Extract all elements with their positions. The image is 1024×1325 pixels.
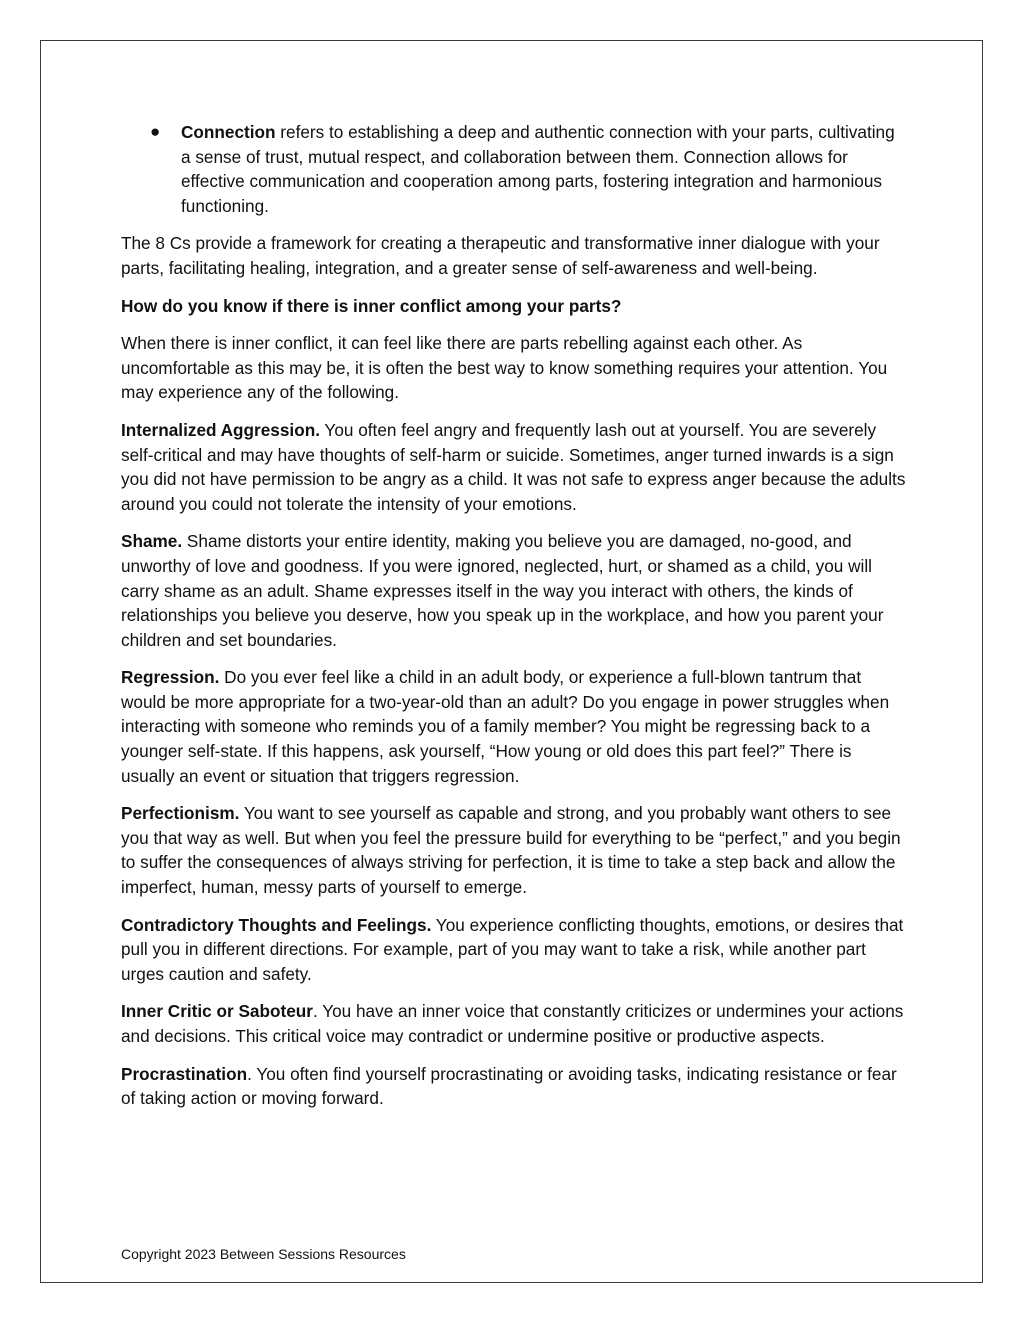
bullet-list	[121, 120, 906, 218]
sign-text: You often feel angry and frequently lash out at yourself. You are severely self-critical and may have thoughts of self-harm or suicide. Sometimes, anger turned inwards is a sign you did not have permission to be angry as a child. It was not safe to express anger because the adults around you could not tolerate the intensity of your emotions.	[121, 419, 906, 514]
section-heading	[121, 294, 906, 319]
sign-term: Shame.	[121, 531, 183, 552]
bullet-icon: ●	[150, 122, 161, 141]
sign-text: You experience conflicting thoughts, emotions, or desires that pull you in different directions. For example, part of you may want to take a risk, while another part urges caution and safety.	[121, 914, 904, 984]
sign-paragraph-perfectionism	[121, 801, 906, 899]
document-body	[121, 120, 906, 1124]
sign-term: Perfectionism.	[121, 803, 240, 824]
sign-term: Contradictory Thoughts and Feelings.	[121, 914, 432, 935]
sign-paragraph-procrastination	[121, 1062, 906, 1111]
bullet-term: Connection	[181, 122, 276, 142]
bullet-item-connection	[121, 120, 906, 218]
sign-paragraph-regression	[121, 665, 906, 788]
sign-text: . You have an inner voice that constantly criticizes or undermines your actions and decisions. This critical voice may contradict or undermine positive or productive aspects.	[121, 1001, 904, 1046]
sign-paragraph-inner-critic	[121, 999, 906, 1048]
sign-term: Procrastination	[121, 1063, 248, 1084]
sign-term: Internalized Aggression.	[121, 419, 320, 440]
sign-paragraph-contradictory	[121, 913, 906, 987]
sign-text: Shame distorts your entire identity, making you believe you are damaged, no-good, and unworthy of love and goodness. If you were ignored, neglected, hurt, or shamed as a child, you will carry shame as an adult. Shame expresses itself in the way you interact with others, the kinds of relationships you believe you deserve, how you speak up in the workplace, and how you parent your children and set boundaries.	[121, 531, 884, 650]
sign-paragraph-internalized-aggression	[121, 418, 906, 516]
sign-term: Inner Critic or Saboteur	[121, 1001, 313, 1022]
bullet-text: refers to establishing a deep and authentic connection with your parts, cultivating a sense of trust, mutual respect, and collaboration between them. Connection allows for effective communication and cooperation among parts, fostering integration and harmonious functioning.	[181, 122, 895, 216]
section-intro: When there is inner conflict, it can feel like there are parts rebelling against each other. As uncomfortable as this may be, it is often the best way to know something requires your attention. You may experience any of the following.	[121, 333, 888, 403]
sign-text: You want to see yourself as capable and strong, and you probably want others to see you that way as well. But when you feel the pressure build for everything to be “perfect,” and you begin to suffer the consequences of always striving for perfection, it is time to take a step back and allow the imperfect, human, messy parts of yourself to emerge.	[121, 803, 901, 898]
sign-text: . You often find yourself procrastinating or avoiding tasks, indicating resistance or fear of taking action or moving forward.	[121, 1063, 897, 1109]
sign-term: Regression.	[121, 667, 220, 688]
intro-paragraph: The 8 Cs provide a framework for creating a therapeutic and transformative inner dialogue with your parts, facilitating healing, integration, and a greater sense of self-awareness and well-being.	[121, 233, 880, 278]
footer-copyright: Copyright 2023 Between Sessions Resources	[121, 1246, 406, 1262]
section-heading-text: How do you know if there is inner conflict among your parts?	[121, 295, 622, 316]
sign-paragraph-shame	[121, 529, 906, 652]
sign-text: Do you ever feel like a child in an adult body, or experience a full-blown tantrum that would be more appropriate for a two-year-old than an adult? Do you engage in power struggles when interacting with someone who reminds you of a family member? You might be regressing back to a younger self-state. If this happens, ask yourself, “How young or old does this part feel?” There is usually an event or situation that triggers regression.	[121, 667, 890, 786]
